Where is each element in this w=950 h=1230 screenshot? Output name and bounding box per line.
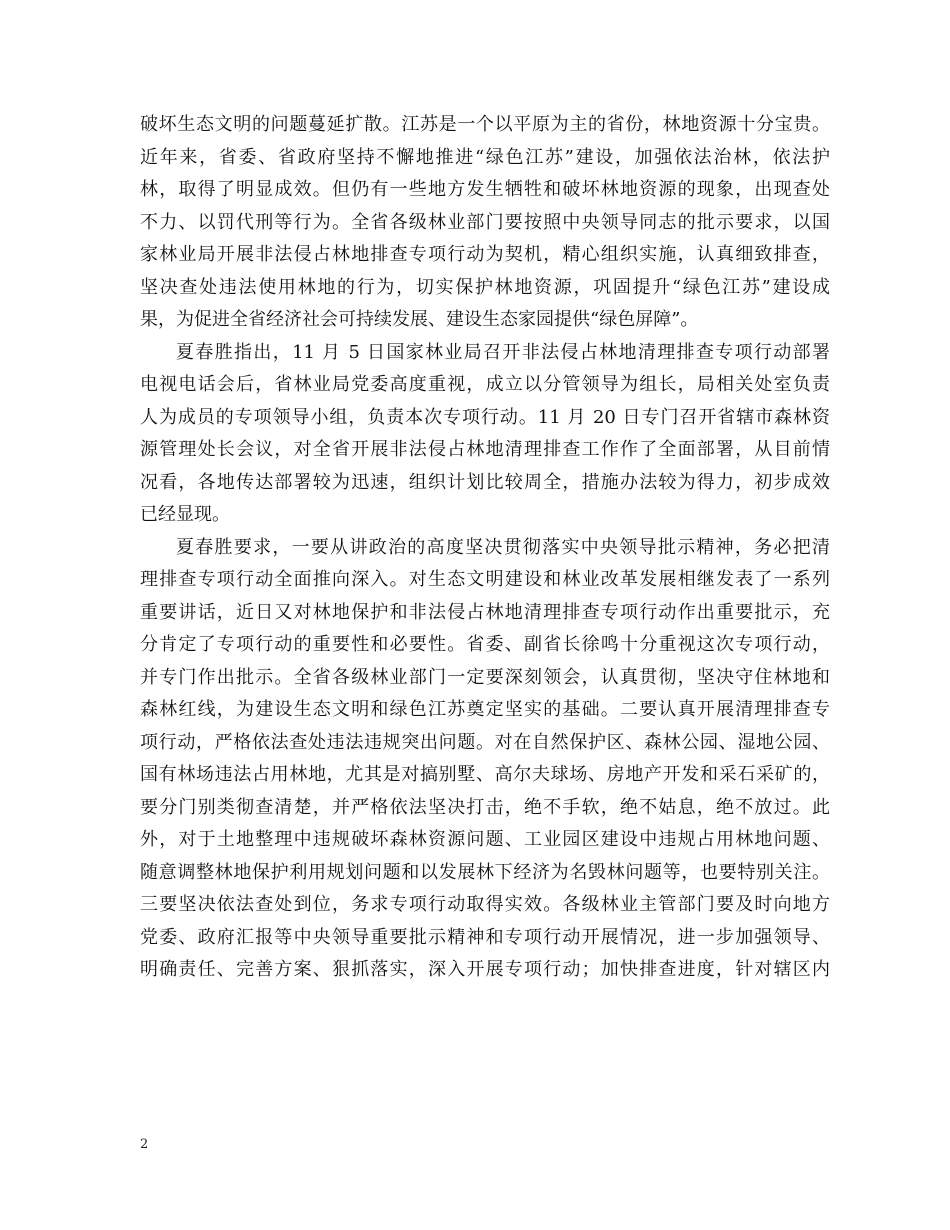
text-line: 项行动，严格依法查处违法违规突出问题。对在自然保护区、森林公园、湿地公园、	[140, 731, 830, 753]
text-line: 源管理处长会议，对全省开展非法侵占林地清理排查工作作了全面部署，从目前情	[140, 439, 830, 460]
text-line: 电视电话会后，省林业局党委高度重视，成立以分管领导为组长，局相关处室负责	[140, 374, 830, 395]
text-line: 明确责任、完善方案、狠抓落实，深入开展专项行动；加快排查进度，针对辖区内	[140, 959, 830, 980]
text-line: 随意调整林地保护利用规划问题和以发展林下经济为名毁林问题等，也要特别关注。	[140, 861, 830, 883]
text-line: 外，对于土地整理中违规破坏森林资源问题、工业园区建设中违规占用林地问题、	[140, 829, 830, 850]
body-text	[140, 109, 830, 987]
paragraph-3	[140, 532, 830, 987]
text-line: 不力、以罚代刑等行为。全省各级林业部门要按照中央领导同志的批示要求，以国	[140, 211, 830, 233]
text-line: 近年来，省委、省政府坚持不懈地推进“绿色江苏”建设，加强依法治林，依法护	[140, 146, 830, 168]
text-line: 分肯定了专项行动的重要性和必要性。省委、副省长徐鸣十分重视这次专项行动，	[140, 634, 830, 655]
text-line: 理排查专项行动全面推向深入。对生态文明建设和林业改革发展相继发表了一系列	[140, 569, 830, 590]
text-line: 夏春胜要求，一要从讲政治的高度坚决贯彻落实中央领导批示精神，务必把清	[176, 536, 830, 558]
paragraph-2	[140, 337, 830, 532]
text-line: 重要讲话，近日又对林地保护和非法侵占林地清理排查专项行动作出重要批示，充	[140, 601, 830, 623]
text-line: 坚决查处违法使用林地的行为，切实保护林地资源，巩固提升“绿色江苏”建设成	[140, 276, 830, 298]
text-line: 家林业局开展非法侵占林地排查专项行动为契机，精心组织实施，认真细致排查，	[140, 244, 830, 265]
text-line: 国有林场违法占用林地，尤其是对搞别墅、高尔夫球场、房地产开发和采石采矿的，	[140, 764, 830, 785]
text-line: 森林红线，为建设生态文明和绿色江苏奠定坚实的基础。二要认真开展清理排查专	[140, 699, 830, 720]
text-line: 破坏生态文明的问题蔓延扩散。江苏是一个以平原为主的省份，林地资源十分宝贵。	[140, 114, 830, 135]
paragraph-1	[140, 109, 830, 337]
text-line: 要分门别类彻查清楚，并严格依法坚决打击，绝不手软，绝不姑息，绝不放过。此	[140, 796, 830, 818]
text-line: 夏春胜指出，11 月 5 日国家林业局召开非法侵占林地清理排查专项行动部署	[176, 341, 830, 363]
page-number: 2	[140, 1137, 149, 1152]
text-line: 并专门作出批示。全省各级林业部门一定要深刻领会，认真贯彻，坚决守住林地和	[140, 666, 830, 688]
text-line: 三要坚决依法查处到位，务求专项行动取得实效。各级林业主管部门要及时向地方	[140, 894, 830, 915]
text-line: 况看，各地传达部署较为迅速，组织计划比较周全，措施办法较为得力，初步成效	[140, 471, 830, 493]
text-line: 党委、政府汇报等中央领导重要批示精神和专项行动开展情况，进一步加强领导、	[140, 926, 830, 948]
text-line: 果，为促进全省经济社会可持续发展、建设生态家园提供“绿色屏障”。	[140, 309, 699, 330]
text-line: 林，取得了明显成效。但仍有一些地方发生牺牲和破坏林地资源的现象，出现查处	[140, 179, 830, 200]
text-line: 人为成员的专项领导小组，负责本次专项行动。11 月 20 日专门召开省辖市森林资	[140, 406, 830, 428]
text-line: 已经显现。	[140, 504, 230, 525]
